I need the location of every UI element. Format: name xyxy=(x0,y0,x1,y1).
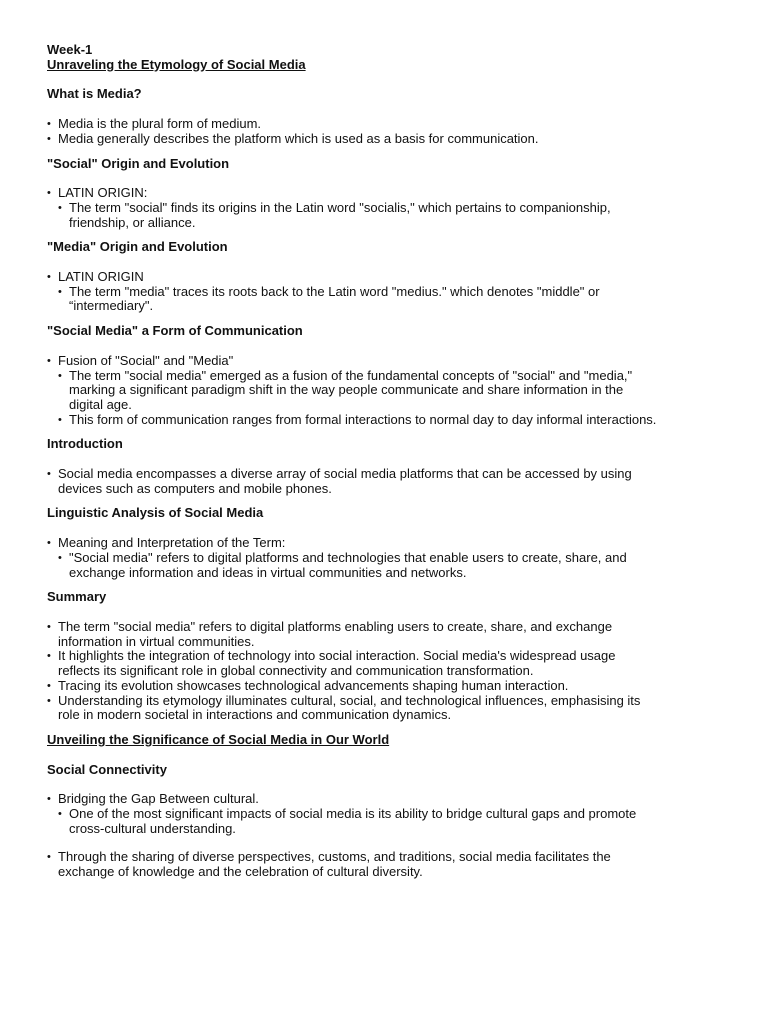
list-item xyxy=(58,201,738,230)
line: Understanding its etymology illuminates cultural, social, and technological influences, emphasising its xyxy=(58,692,641,708)
list-introduction xyxy=(47,467,738,496)
line: exchange information and ideas in virtual communities and networks. xyxy=(69,564,467,580)
list-item xyxy=(47,649,738,678)
list-linguistic-analysis xyxy=(47,536,738,551)
list-item xyxy=(58,285,738,314)
list-item: • Bridging the Gap Between cultural. xyxy=(47,792,738,807)
line: The term "social media" emerged as a fusion of the fundamental concepts of "social" and "media," xyxy=(69,367,633,383)
list-social-connectivity xyxy=(47,792,738,807)
line: friendship, or alliance. xyxy=(69,214,196,230)
list-item: • LATIN ORIGIN xyxy=(47,270,738,285)
line: digital age. xyxy=(69,396,132,412)
heading-form-of-communication: "Social Media" a Form of Communication xyxy=(47,323,303,339)
list-social-connectivity-2 xyxy=(47,850,738,879)
line: “intermediary". xyxy=(69,298,154,314)
week-label: Week-1 xyxy=(47,42,93,57)
line: The term "social" finds its origins in the Latin word "socialis," which pertains to companionship, xyxy=(69,199,611,215)
list-form-of-communication xyxy=(47,354,738,369)
line: exchange of knowledge and the celebration of cultural diversity. xyxy=(58,864,423,880)
heading-introduction: Introduction xyxy=(47,436,123,452)
line: It highlights the integration of technology into social interaction. Social media's widespread usage xyxy=(58,648,616,664)
list-summary xyxy=(47,620,738,723)
line: reflects its significant role in global connectivity and communication transformation. xyxy=(58,663,534,679)
list-what-is-media xyxy=(47,117,738,146)
heading-social-origin: "Social" Origin and Evolution xyxy=(47,155,230,171)
line: cross-cultural understanding. xyxy=(69,820,236,836)
list-item: • Meaning and Interpretation of the Term: xyxy=(47,536,738,551)
sublist-linguistic-analysis xyxy=(47,551,738,580)
sublist-social-connectivity xyxy=(47,807,738,836)
line: marking a significant paradigm shift in the way people communicate and share information in the xyxy=(69,382,624,398)
sublist-form-of-communication xyxy=(47,369,738,428)
line: The term "social media" refers to digital platforms enabling users to create, share, and exchange xyxy=(58,618,613,634)
heading-summary: Summary xyxy=(47,589,107,605)
list-media-origin xyxy=(47,270,738,285)
list-item xyxy=(58,369,738,413)
list-item xyxy=(58,807,738,836)
line: The term "media" traces its roots back to the Latin word "medius." which denotes "middle" or xyxy=(69,283,600,299)
list-item: • Media generally describes the platform which is used as a basis for communication. xyxy=(47,132,738,147)
line: "Social media" refers to digital platforms and technologies that enable users to create, share, and xyxy=(69,549,627,565)
list-item: • Media is the plural form of medium. xyxy=(47,117,738,132)
heading-social-connectivity: Social Connectivity xyxy=(47,761,167,777)
list-social-origin xyxy=(47,186,738,201)
list-item xyxy=(58,551,738,580)
line: One of the most significant impacts of social media is its ability to bridge cultural gaps and promote xyxy=(69,806,637,822)
list-item xyxy=(47,620,738,649)
list-item: • Tracing its evolution showcases technological advancements shaping human interaction. xyxy=(47,679,738,694)
list-item xyxy=(47,467,738,496)
heading-linguistic-analysis: Linguistic Analysis of Social Media xyxy=(47,505,264,521)
sublist-media-origin xyxy=(47,285,738,314)
list-item: • This form of communication ranges from formal interactions to normal day to day informal interactions. xyxy=(58,413,738,428)
list-item: • LATIN ORIGIN: xyxy=(47,186,738,201)
heading-media-origin: "Media" Origin and Evolution xyxy=(47,239,228,255)
line: information in virtual communities. xyxy=(58,633,255,649)
line: Social media encompasses a diverse array of social media platforms that can be accessed by using xyxy=(58,466,632,482)
sublist-social-origin xyxy=(47,201,738,230)
list-item xyxy=(47,850,738,879)
line: role in modern societal in interactions and communication dynamics. xyxy=(58,707,452,723)
heading-what-is-media: What is Media? xyxy=(47,86,142,102)
list-item: • Fusion of "Social" and "Media" xyxy=(47,354,738,369)
list-item xyxy=(47,694,738,723)
line: devices such as computers and mobile phones. xyxy=(58,480,332,496)
line: Through the sharing of diverse perspectives, customs, and traditions, social media facilitates the xyxy=(58,849,611,865)
section-title-2: Unveiling the Significance of Social Media in Our World xyxy=(47,731,390,747)
section-title: Unraveling the Etymology of Social Media xyxy=(47,56,306,72)
